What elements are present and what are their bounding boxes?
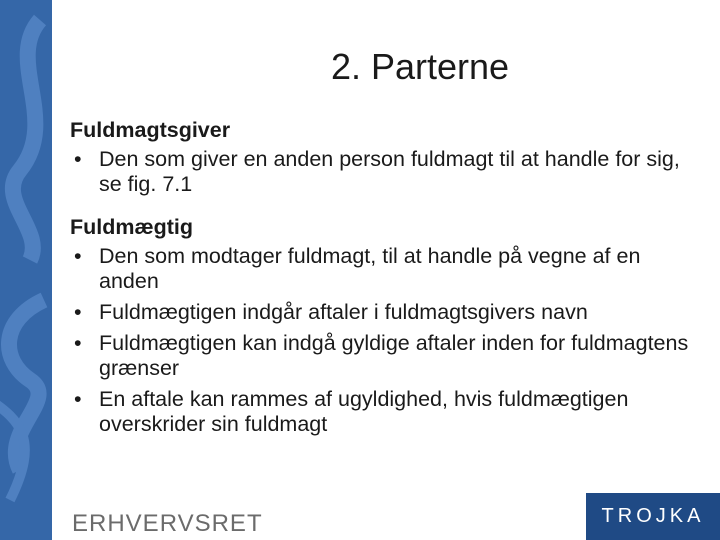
footer-course-label: ERHVERVSRET — [72, 510, 263, 537]
section-sign-watermark-icon — [0, 0, 52, 540]
publisher-logo — [586, 493, 720, 540]
section-heading: Fuldmægtig — [70, 215, 194, 239]
slide-title: 2. Parterne — [330, 46, 510, 87]
bullet-icon: • — [74, 331, 82, 355]
bullet-list — [70, 147, 690, 197]
section-fuldmagtsgiver — [70, 118, 690, 197]
list-item-text: Fuldmægtigen indgår aftaler i fuldmagtsgivers navn — [99, 300, 588, 324]
decorative-side-strip — [0, 0, 52, 540]
list-item-text: Fuldmægtigen kan indgå gyldige aftaler inden for fuldmagtens grænser — [99, 331, 689, 380]
list-item — [70, 300, 690, 325]
section-fuldmaegtig — [70, 215, 690, 437]
list-item-text: Den som giver en anden person fuldmagt til at handle for sig, se fig. 7.1 — [99, 147, 680, 196]
list-item — [70, 147, 690, 197]
list-item-text: En aftale kan rammes af ugyldighed, hvis fuldmægtigen overskrider sin fuldmagt — [99, 387, 629, 436]
list-item-text: Den som modtager fuldmagt, til at handle på vegne af en anden — [99, 244, 641, 293]
list-item — [70, 387, 690, 437]
bullet-icon: • — [74, 147, 82, 171]
bullet-icon: • — [74, 387, 82, 411]
publisher-logo-text: TROJKA — [601, 505, 705, 527]
bullet-icon: • — [74, 300, 82, 324]
bullet-list — [70, 244, 690, 437]
list-item — [70, 244, 690, 294]
bullet-icon: • — [74, 244, 82, 268]
slide-content — [70, 118, 690, 455]
section-heading: Fuldmagtsgiver — [70, 118, 231, 142]
list-item — [70, 331, 690, 381]
